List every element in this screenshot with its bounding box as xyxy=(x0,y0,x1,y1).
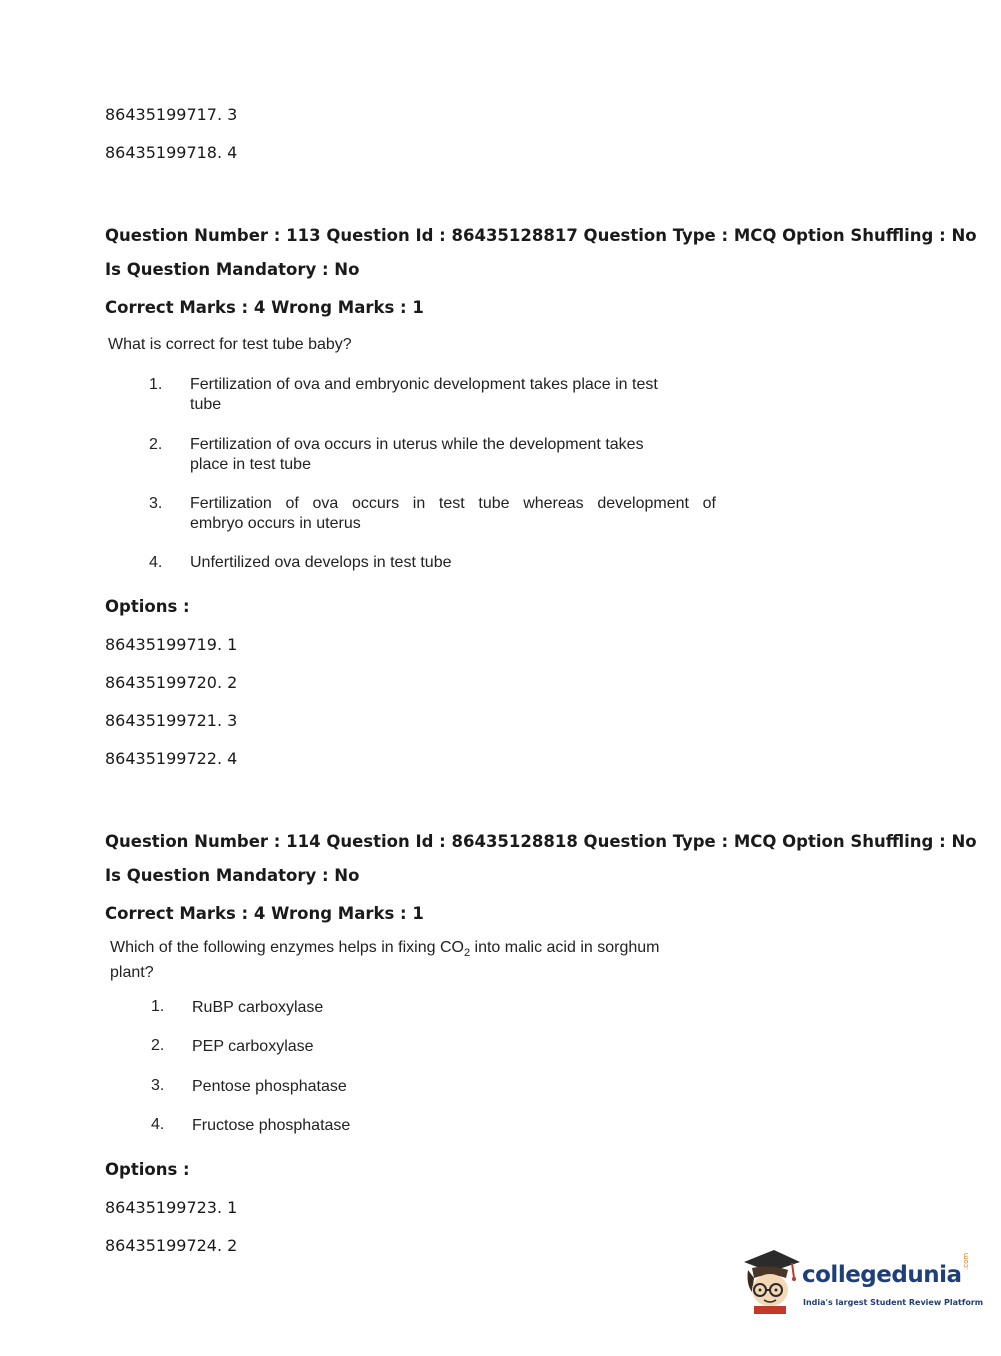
choice-text: Fructose phosphatase xyxy=(192,1117,351,1134)
question-marks: Correct Marks : 4 Wrong Marks : 1 xyxy=(105,904,424,923)
choice-number: 2. xyxy=(151,1037,165,1054)
mascot-icon xyxy=(740,1248,802,1318)
options-label: Options : xyxy=(105,1160,190,1179)
question-text: Which of the following enzymes helps in fixing $CO_2$ into malic acid in sorghum plant? xyxy=(110,939,660,982)
option-id-line: 86435199721. 3 xyxy=(105,711,238,730)
logo-com: .com xyxy=(962,1252,970,1270)
collegedunia-logo xyxy=(740,1248,984,1318)
option-id-line: 86435199718. 4 xyxy=(105,143,238,162)
choice-number: 1. xyxy=(151,998,165,1015)
choice-number: 4. xyxy=(151,1116,165,1133)
choice-text: Fertilization of ova and embryonic development takes place in test tube xyxy=(190,376,658,413)
choice-text: Unfertilized ova develops in test tube xyxy=(190,554,452,571)
option-id-line: 86435199722. 4 xyxy=(105,749,238,768)
choice-text: Fertilization of ova occurs in test tube whereas development of embryo occurs in uterus xyxy=(190,495,716,532)
choice-number: 3. xyxy=(149,495,163,512)
question-mandatory: Is Question Mandatory : No xyxy=(105,866,360,885)
logo-wordmark: collegedunia xyxy=(802,1262,962,1288)
option-id-line: 86435199723. 1 xyxy=(105,1198,238,1217)
question-text: What is correct for test tube baby? xyxy=(108,336,352,353)
option-id-line: 86435199719. 1 xyxy=(105,635,238,654)
question-mandatory: Is Question Mandatory : No xyxy=(105,260,360,279)
choice-text: Pentose phosphatase xyxy=(192,1078,347,1095)
options-label: Options : xyxy=(105,597,190,616)
choice-number: 3. xyxy=(151,1077,165,1094)
choice-number: 2. xyxy=(149,436,163,453)
question-marks: Correct Marks : 4 Wrong Marks : 1 xyxy=(105,298,424,317)
question-header: Question Number : 114 Question Id : 86435128818 Question Type : MCQ Option Shuffling : No xyxy=(105,832,977,851)
choice-number: 1. xyxy=(149,376,163,393)
choice-text: Fertilization of ova occurs in uterus while the development takes place in test tube xyxy=(190,436,644,473)
choice-number: 4. xyxy=(149,554,163,571)
option-id-line: 86435199720. 2 xyxy=(105,673,238,692)
option-id-line: 86435199724. 2 xyxy=(105,1236,238,1255)
question-header: Question Number : 113 Question Id : 86435128817 Question Type : MCQ Option Shuffling : No xyxy=(105,226,977,245)
logo-tagline: India's largest Student Review Platform xyxy=(803,1298,984,1307)
option-id-line: 86435199717. 3 xyxy=(105,105,238,124)
choice-text: PEP carboxylase xyxy=(192,1038,314,1055)
choice-text: RuBP carboxylase xyxy=(192,999,324,1016)
